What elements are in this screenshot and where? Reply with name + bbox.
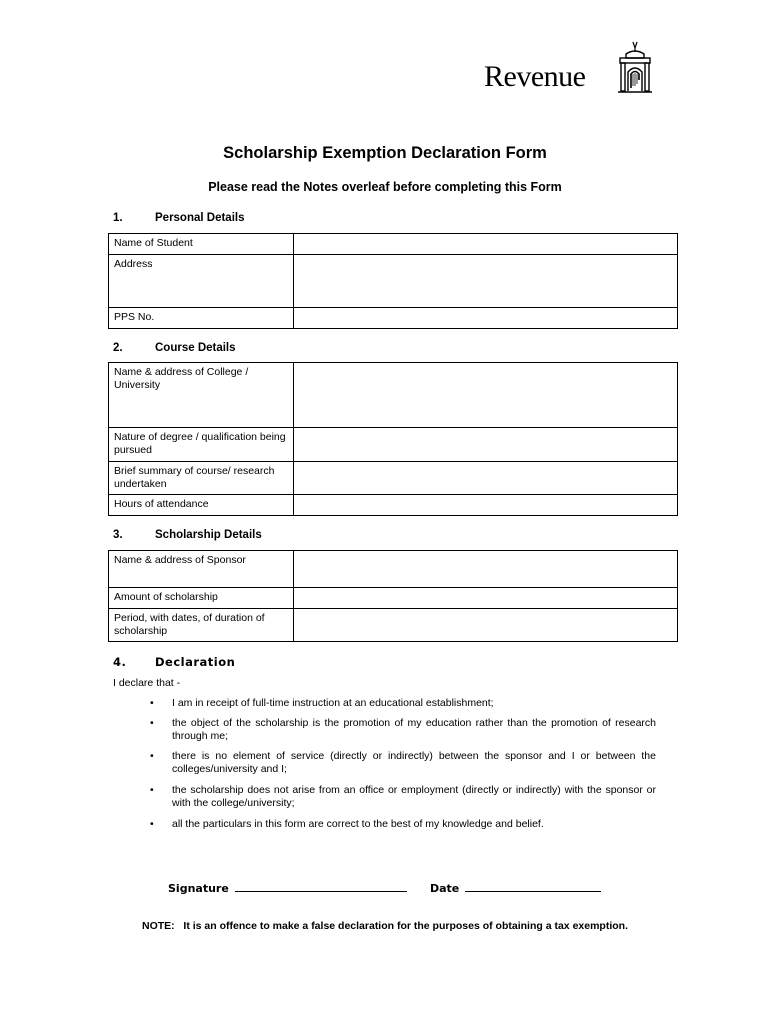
- declaration-intro: I declare that -: [113, 677, 181, 689]
- name-of-student-label: Name of Student: [109, 234, 294, 255]
- degree-nature-label: Nature of degree / qualification being pursued: [109, 428, 294, 462]
- table-row: [109, 551, 678, 588]
- hours-of-attendance-label: Hours of attendance: [109, 495, 294, 516]
- college-name-address-label: Name & address of College / University: [109, 363, 294, 428]
- address-label: Address: [109, 255, 294, 308]
- date-label: Date: [430, 882, 460, 895]
- college-name-address-field[interactable]: [294, 363, 678, 428]
- scholarship-amount-field[interactable]: [294, 588, 678, 609]
- bullet-icon: •: [150, 750, 154, 762]
- table-row: [109, 234, 678, 255]
- signature-label: Signature: [168, 882, 229, 895]
- section-declaration-heading: [113, 655, 235, 669]
- section-title: Scholarship Details: [155, 529, 262, 541]
- table-row: [109, 308, 678, 329]
- sponsor-name-address-field[interactable]: [294, 551, 678, 588]
- declaration-item: the object of the scholarship is the promotion of my education rather than the promotion of research through me;: [172, 717, 656, 742]
- scholarship-period-field[interactable]: [294, 609, 678, 642]
- address-field[interactable]: [294, 255, 678, 308]
- declaration-item: all the particulars in this form are correct to the best of my knowledge and belief.: [172, 818, 544, 830]
- pps-no-label: PPS No.: [109, 308, 294, 329]
- bullet-icon: •: [150, 697, 154, 709]
- revenue-logo: [484, 40, 654, 96]
- hours-of-attendance-field[interactable]: [294, 495, 678, 516]
- course-summary-label: Brief summary of course/ research undertaken: [109, 462, 294, 495]
- sponsor-name-address-label: Name & address of Sponsor: [109, 551, 294, 588]
- table-row: [109, 609, 678, 642]
- table-row: [109, 588, 678, 609]
- harp-building-crest-icon: [616, 40, 654, 94]
- table-row: [109, 255, 678, 308]
- section-number: 2.: [113, 342, 123, 354]
- form-subtitle: Please read the Notes overleaf before completing this Form: [208, 180, 562, 194]
- form-title: Scholarship Exemption Declaration Form: [223, 144, 547, 162]
- table-row: [109, 462, 678, 495]
- section-title: Course Details: [155, 342, 236, 354]
- declaration-item: there is no element of service (directly or indirectly) between the sponsor and I or between the colleges/university and I;: [172, 750, 656, 775]
- section-title: Personal Details: [155, 212, 245, 224]
- table-row: [109, 363, 678, 428]
- course-summary-field[interactable]: [294, 462, 678, 495]
- course-details-table: [108, 362, 678, 516]
- signature-field[interactable]: [235, 880, 407, 892]
- section-number: 3.: [113, 529, 123, 541]
- bullet-icon: •: [150, 784, 154, 796]
- bullet-icon: •: [150, 717, 154, 729]
- section-number: 4.: [113, 655, 127, 669]
- scholarship-period-label: Period, with dates, of duration of scholarship: [109, 609, 294, 642]
- scholarship-amount-label: Amount of scholarship: [109, 588, 294, 609]
- date-field[interactable]: [465, 880, 601, 892]
- signature-block: [168, 880, 407, 895]
- declaration-item: the scholarship does not arise from an office or employment (directly or indirectly) with the sponsor or with the college/university;: [172, 784, 656, 809]
- personal-details-table: [108, 233, 678, 329]
- revenue-logo-text: Revenue: [484, 60, 586, 93]
- bullet-icon: •: [150, 818, 154, 830]
- section-number: 1.: [113, 212, 123, 224]
- table-row: [109, 495, 678, 516]
- declaration-item: I am in receipt of full-time instruction at an educational establishment;: [172, 697, 494, 709]
- degree-nature-field[interactable]: [294, 428, 678, 462]
- table-row: [109, 428, 678, 462]
- section-course-heading: [113, 342, 236, 354]
- date-block: [430, 880, 601, 895]
- name-of-student-field[interactable]: [294, 234, 678, 255]
- pps-no-field[interactable]: [294, 308, 678, 329]
- section-personal-heading: [113, 212, 244, 224]
- offence-note: NOTE: It is an offence to make a false declaration for the purposes of obtaining a tax exemption.: [141, 920, 628, 932]
- section-title: Declaration: [155, 655, 236, 669]
- section-scholarship-heading: [113, 529, 262, 541]
- scholarship-details-table: [108, 550, 678, 642]
